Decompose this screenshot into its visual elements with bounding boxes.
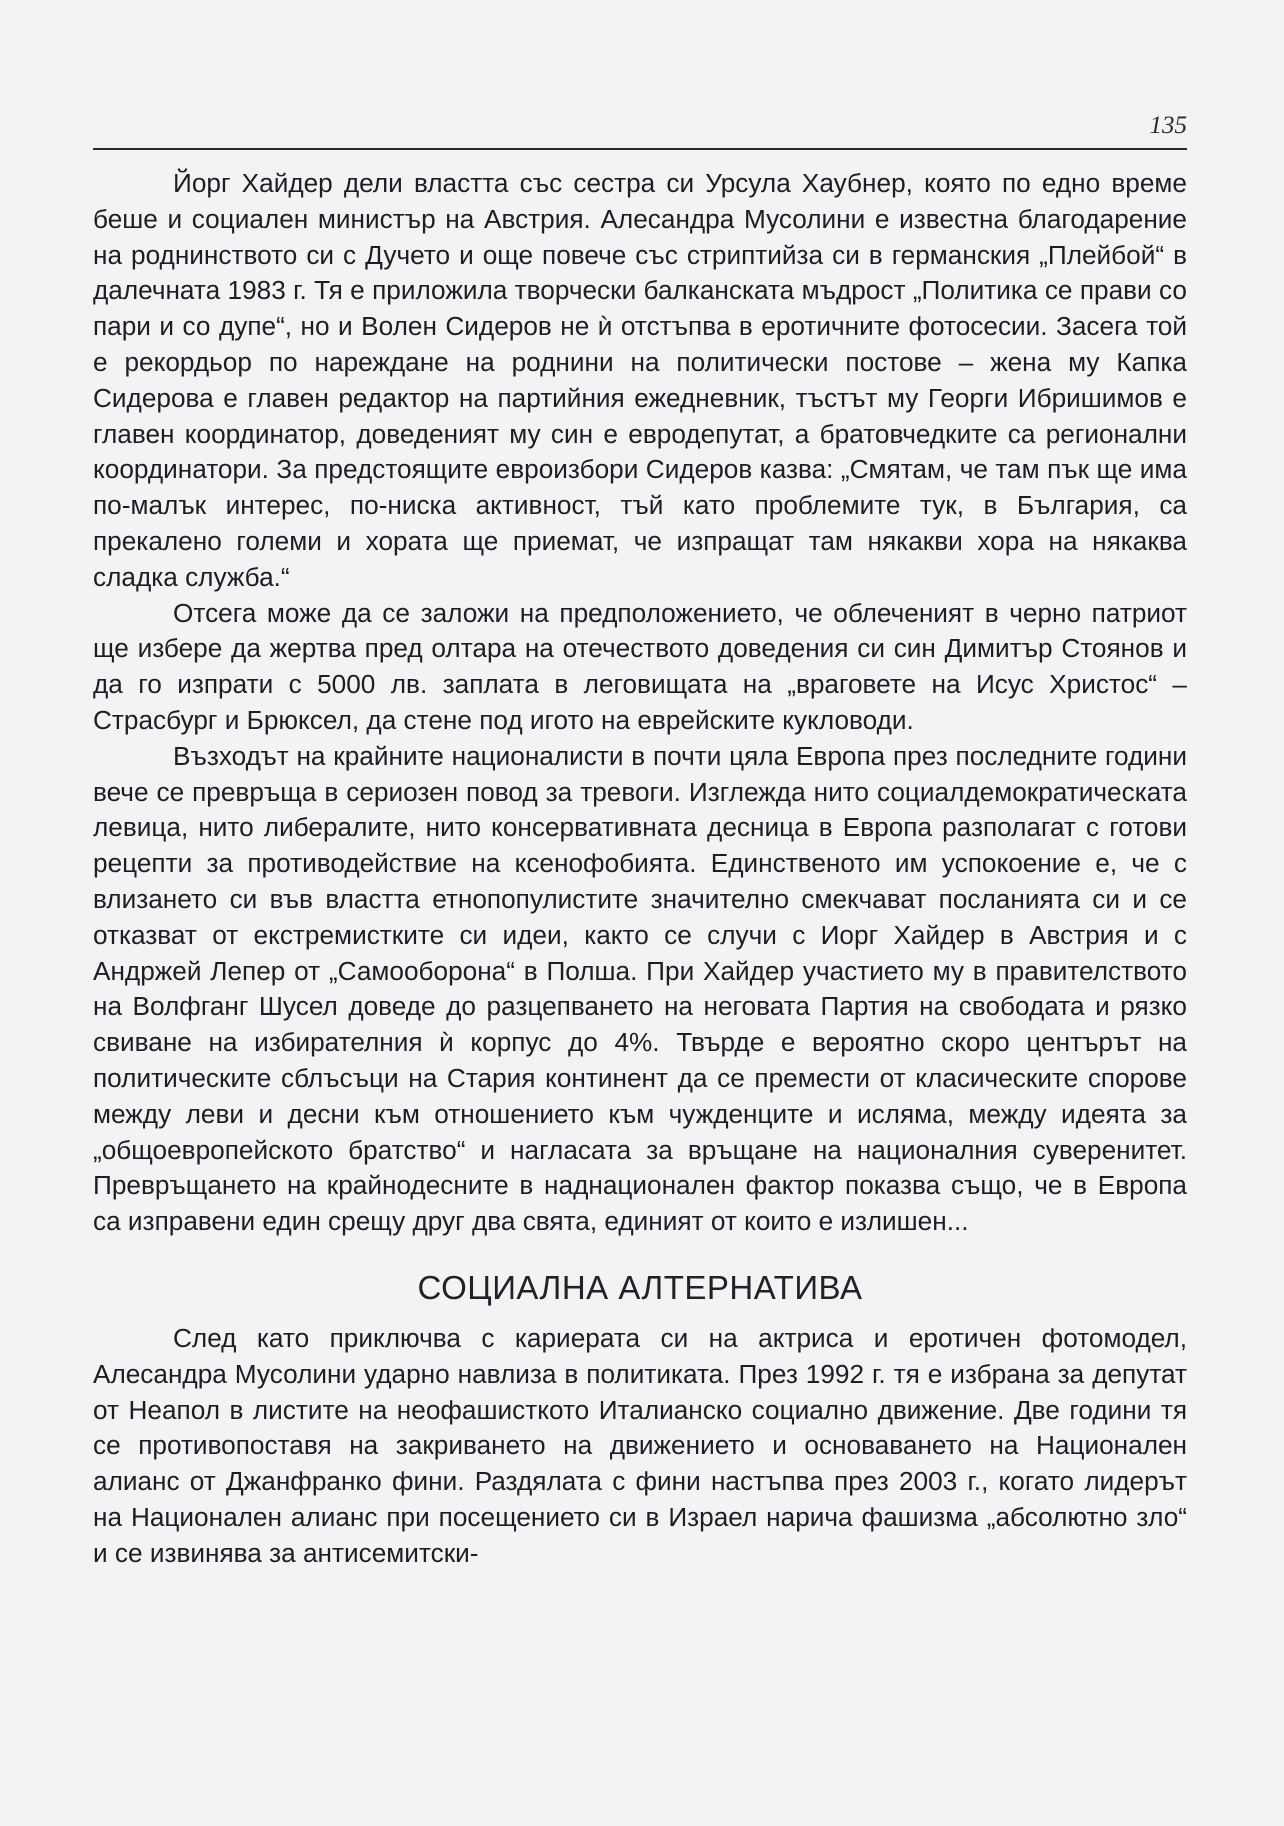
header-rule bbox=[93, 148, 1187, 150]
paragraph: След като приключва с кариерата си на актриса и еротичен фотомодел, Алесандра Мусолини ударно навлиза в политиката. През 1992 г. тя е избрана за депутат от Неапол в листите на неофашисткото Италианско социално движение. Две години тя се противопоставя на закриването на движението и основаването на Национален алианс от Джанфранко фини. Раздялата с фини настъпва през 2003 г., когато лидерът на Национален алианс при посещението си в Израел нарича фашизма „абсолютно зло“ и се извинява за антисемитски- bbox=[93, 1322, 1187, 1568]
paragraph: Отсега може да се заложи на предположението, че облеченият в черно патриот ще избере да жертва пред олтара на отечеството доведения си син Димитър Стоянов и да го изпрати с 5000 лв. заплата в леговищата на „враговете на Исус Христос“ – Страсбург и Брюксел, да стене под игото на еврейските кукловоди. bbox=[93, 597, 1187, 735]
page-number: 135 bbox=[1149, 112, 1187, 139]
body-text bbox=[93, 166, 1187, 1571]
section-heading: СОЦИАЛНА АЛТЕРНАТИВА bbox=[417, 1268, 863, 1306]
paragraph: Възходът на крайните националисти в почти цяла Европа през последните години вече се превръща в сериозен повод за тревоги. Изглежда нито социалдемократическата левица, нито либералите, нито консервативната десница в Европа разполагат с готови рецепти за противодействие на ксенофобията. Единственото им успокоение е, че с влизането си във властта етнопопулистите значително смекчават посланията си и се отказват от екстремистките си идеи, както се случи с Иорг Хайдер в Австрия и с Андржей Лепер от „Самооборона“ в Полша. При Хайдер участието му в правителството на Волфганг Шусел доведе до разцепването на неговата Партия на свободата и рязко свиване на избирателния ѝ корпус до 4%. Твърде е вероятно скоро центърът на политическите сблъсъци на Стария континент да се премести от класическите спорове между леви и десни към отношението към чужденците и исляма, между идеята за „общоевропейското братство“ и нагласата за връщане на националния суверенитет. Превръщането на крайнодесните в наднационален фактор показва също, че в Европа са изправени един срещу друг два свята, единият от които е излишен... bbox=[93, 740, 1187, 1237]
paragraph: Йорг Хайдер дели властта със сестра си Урсула Хаубнер, която по едно време беше и социален министър на Австрия. Алесандра Мусолини е известна благодарение на роднинството си с Дучето и още повече със стриптийза си в германския „Плейбой“ в далечната 1983 г. Тя е приложила творчески балканската мъдрост „Политика се прави со пари и со дупе“, но и Волен Сидеров не ѝ отстъпва в еротичните фотосесии. Засега той е рекордьор по нареждане на роднини на политически постове – жена му Капка Сидерова е главен редактор на партийния ежедневник, тъстът му Георги Ибришимов е главен координатор, доведеният му син е евродепутат, а братовчедките са регионални координатори. За предстоящите евроизбори Сидеров казва: „Смятам, че там пък ще има по-малък интерес, по-ниска активност, тъй като проблемите тук, в България, са прекалено големи и хората ще приемат, че изпращат там някакви хора на някаква сладка служба.“ bbox=[93, 168, 1187, 592]
